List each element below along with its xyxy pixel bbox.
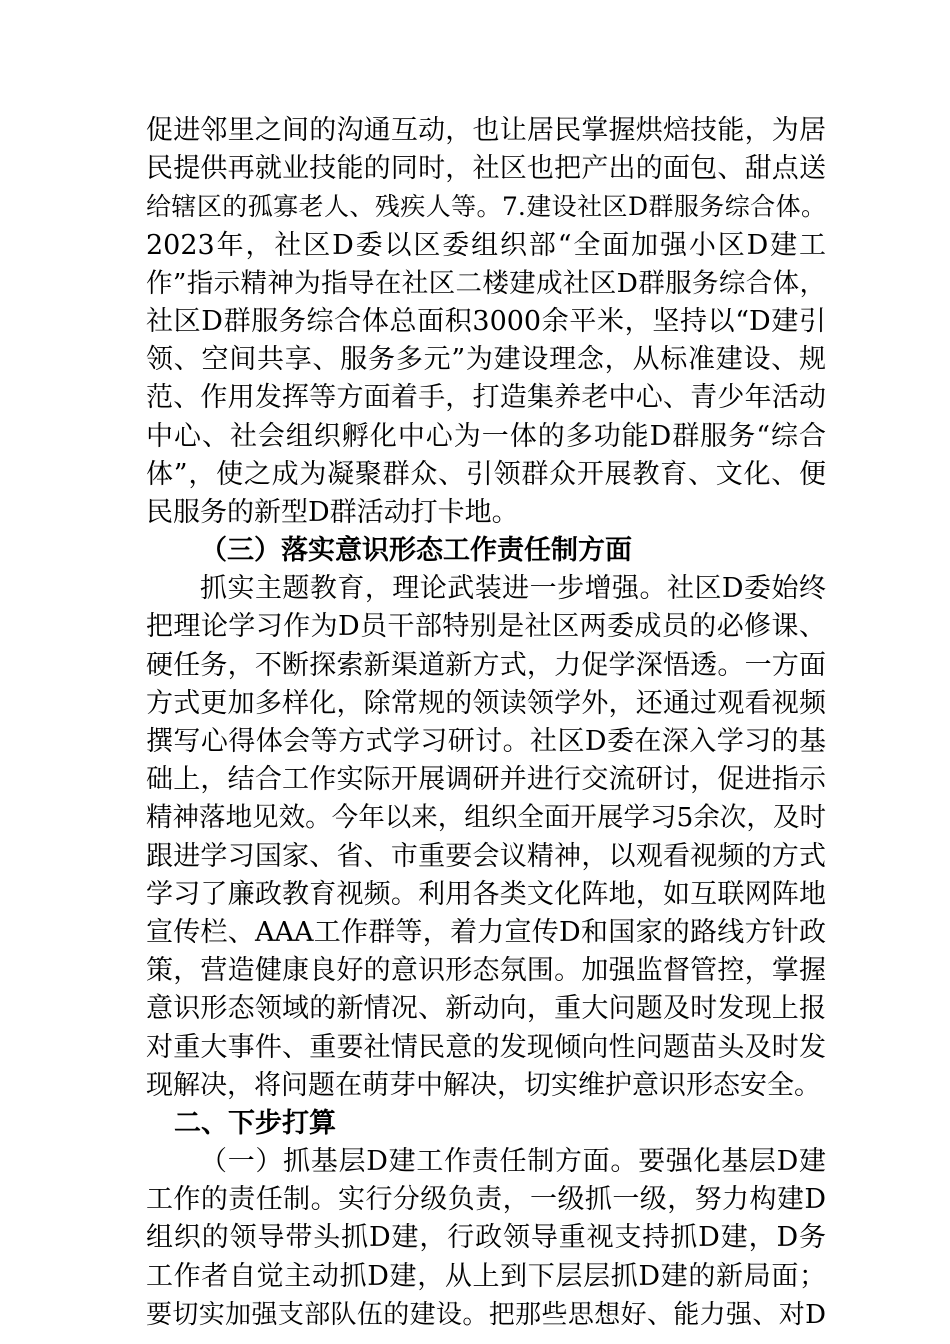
- paragraph-line: 础上，结合工作实际开展调研并进行交流研讨，促进指示: [146, 764, 826, 796]
- paragraph-line: 社区D群服务综合体总面积3000余平米，坚持以“D建引: [146, 305, 826, 337]
- paragraph-line: 2023年，社区D委以区委组织部“全面加强小区D建工: [146, 229, 826, 261]
- paragraph-line: 抓实主题教育，理论武装进一步增强。社区D委始终: [200, 573, 826, 605]
- paragraph-line: 跟进学习国家、省、市重要会议精神，以观看视频的方式: [146, 840, 826, 872]
- paragraph-line: 宣传栏、AAA工作群等，着力宣传D和国家的路线方针政: [146, 916, 826, 948]
- paragraph-line: 领、空间共享、服务多元”为建设理念，从标准建设、规: [146, 344, 826, 376]
- paragraph-line: 工作的责任制。实行分级负责，一级抓一级，努力构建D: [146, 1184, 826, 1216]
- paragraph-line: 学习了廉政教育视频。利用各类文化阵地，如互联网阵地: [146, 878, 826, 910]
- paragraph-line: 给辖区的孤寡老人、残疾人等。7.建设社区D群服务综合体。: [146, 192, 826, 222]
- paragraph-line: 对重大事件、重要社情民意的发现倾向性问题苗头及时发: [146, 1031, 826, 1063]
- document-page: [146, 112, 826, 1334]
- paragraph-line: 中心、社会组织孵化中心为一体的多功能D群服务“综合: [146, 420, 826, 452]
- section-heading: 二、下步打算: [174, 1107, 336, 1139]
- paragraph-line: 意识形态领域的新情况、新动向，重大问题及时发现上报: [146, 993, 826, 1025]
- paragraph-line: 促进邻里之间的沟通互动，也让居民掌握烘焙技能，为居: [146, 115, 826, 146]
- paragraph-line: 民服务的新型D群活动打卡地。: [146, 496, 519, 528]
- paragraph-line: 作”指示精神为指导在社区二楼建成社区D群服务综合体，: [146, 267, 826, 299]
- paragraph-line: 现解决，将问题在萌芽中解决，切实维护意识形态安全。: [146, 1069, 821, 1101]
- paragraph-line: 要切实加强支部队伍的建设。把那些思想好、能力强、对D: [146, 1299, 826, 1330]
- paragraph-line: 精神落地见效。今年以来，组织全面开展学习5余次，及时: [146, 802, 826, 834]
- paragraph-line: （一）抓基层D建工作责任制方面。要强化基层D建: [200, 1146, 826, 1178]
- paragraph-line: 民提供再就业技能的同时，社区也把产出的面包、甜点送: [146, 153, 826, 185]
- paragraph-line: 体”，使之成为凝聚群众、引领群众开展教育、文化、便: [146, 458, 826, 490]
- paragraph-line: 组织的领导带头抓D建，行政领导重视支持抓D建，D务: [146, 1222, 826, 1254]
- section-heading: （三）落实意识形态工作责任制方面: [200, 535, 632, 567]
- paragraph-line: 硬任务，不断探索新渠道新方式，力促学深悟透。一方面: [146, 649, 826, 681]
- paragraph-line: 方式更加多样化，除常规的领读领学外，还通过观看视频: [146, 687, 826, 719]
- paragraph-line: 范、作用发挥等方面着手，打造集养老中心、青少年活动: [146, 382, 826, 414]
- paragraph-line: 策，营造健康良好的意识形态氛围。加强监督管控，掌握: [146, 955, 826, 987]
- paragraph-line: 把理论学习作为D员干部特别是社区两委成员的必修课、: [146, 611, 826, 643]
- paragraph-line: 工作者自觉主动抓D建，从上到下层层抓D建的新局面；: [146, 1260, 826, 1292]
- paragraph-line: 撰写心得体会等方式学习研讨。社区D委在深入学习的基: [146, 726, 826, 757]
